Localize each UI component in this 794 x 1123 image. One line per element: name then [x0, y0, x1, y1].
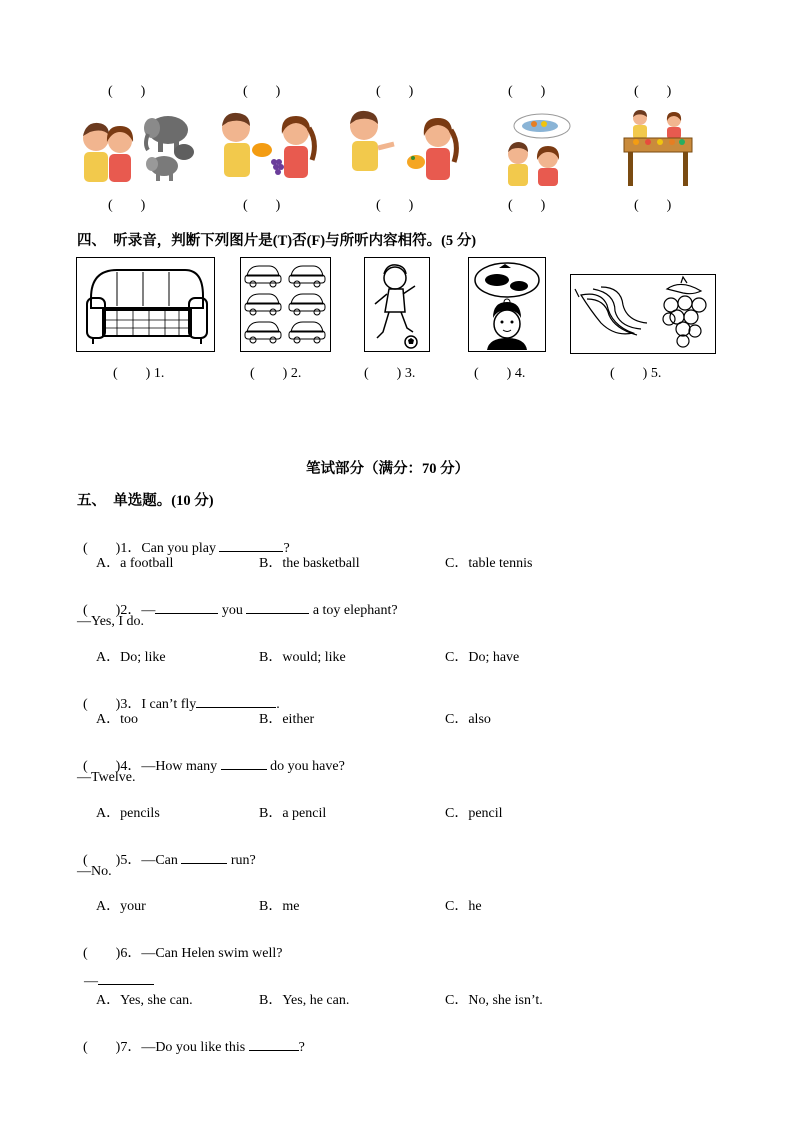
question-3: ( )3．I can’t fly . [83, 697, 280, 712]
fill-blank[interactable] [246, 602, 309, 614]
section4-title: 四、 听录音，判断下列图片是(T)否(F)与所听内容相符。(5 分) [77, 233, 477, 249]
fill-blank[interactable] [249, 1039, 299, 1051]
option-c[interactable]: C．Do; have [445, 650, 520, 665]
option-b[interactable]: B．Yes, he can. [259, 993, 350, 1008]
answer-line: —No. [77, 864, 112, 879]
option-c[interactable]: C．he [445, 899, 482, 914]
fill-blank[interactable] [98, 973, 154, 985]
kids-thinking-food-icon [500, 112, 572, 188]
option-c[interactable]: C．No, she isn’t. [445, 993, 543, 1008]
judge-answer-5[interactable]: ( ) 5. [610, 366, 662, 381]
boy-pointing-girl-orange-icon [342, 108, 462, 184]
answer-paren[interactable]: ( ) [376, 198, 414, 213]
answer-paren[interactable]: ( ) [508, 84, 546, 99]
sofa-icon [77, 258, 214, 351]
question-4: ( )4．—How many do you have? [83, 759, 345, 774]
judge-answer-4[interactable]: ( ) 4. [474, 366, 526, 381]
option-b[interactable]: B．me [259, 899, 300, 914]
answer-paren[interactable]: ( ) [243, 198, 281, 213]
written-part-heading: 笔试部分（满分：70 分） [306, 461, 470, 477]
kids-with-elephants-icon [76, 108, 196, 190]
answer-line: — [77, 957, 154, 990]
option-a[interactable]: A．pencils [96, 806, 160, 821]
option-c[interactable]: C．table tennis [445, 556, 533, 571]
section5-title: 五、 单选题。(10 分) [77, 493, 214, 509]
option-c[interactable]: C．pencil [445, 806, 503, 821]
answer-paren[interactable]: ( ) [508, 198, 546, 213]
answer-line: —Yes, I do. [77, 614, 145, 629]
option-a[interactable]: A．a football [96, 556, 174, 571]
sofa-picture [76, 257, 215, 352]
judge-answer-3[interactable]: ( ) 3. [364, 366, 416, 381]
judge-answer-2[interactable]: ( ) 2. [250, 366, 302, 381]
option-b[interactable]: B．a pencil [259, 806, 327, 821]
answer-paren[interactable]: ( ) [634, 198, 672, 213]
question-6: ( )6．—Can Helen swim well? [83, 946, 283, 961]
bananas-and-grapes-icon [571, 275, 715, 353]
option-b[interactable]: B．would; like [259, 650, 346, 665]
question-5: ( )5．—Can run? [83, 853, 256, 868]
answer-line: —Twelve. [77, 770, 136, 785]
kids-at-table-icon [620, 108, 696, 188]
answer-paren[interactable]: ( ) [634, 84, 672, 99]
question-1: ( )1．Can you play ? [83, 541, 290, 556]
option-a[interactable]: A．your [96, 899, 146, 914]
option-a[interactable]: A．too [96, 712, 138, 727]
answer-paren[interactable]: ( ) [243, 84, 281, 99]
boy-thinking-of-food-icon [469, 258, 545, 351]
toy-cars-icon [241, 258, 330, 351]
toy-cars-picture [240, 257, 331, 352]
option-b[interactable]: B．the basketball [259, 556, 360, 571]
option-a[interactable]: A．Yes, she can. [96, 993, 193, 1008]
fruit-picture [570, 274, 716, 354]
answer-paren[interactable]: ( ) [376, 84, 414, 99]
answer-paren[interactable]: ( ) [108, 198, 146, 213]
fill-blank[interactable] [219, 540, 283, 552]
food-thinking-boy-picture [468, 257, 546, 352]
option-b[interactable]: B．either [259, 712, 315, 727]
question-7: ( )7．—Do you like this ? [83, 1040, 305, 1055]
fill-blank[interactable] [155, 602, 218, 614]
answer-paren[interactable]: ( ) [108, 84, 146, 99]
option-c[interactable]: C．also [445, 712, 491, 727]
football-boy-picture [364, 257, 430, 352]
boy-playing-football-icon [365, 258, 429, 351]
fill-blank[interactable] [181, 852, 227, 864]
judge-answer-1[interactable]: ( ) 1. [113, 366, 165, 381]
fill-blank[interactable] [221, 758, 267, 770]
option-a[interactable]: A．Do; like [96, 650, 166, 665]
fill-blank[interactable] [196, 696, 276, 708]
question-2: ( )2．— you a toy elephant? [83, 603, 398, 618]
boy-mango-girl-grapes-icon [212, 108, 322, 184]
